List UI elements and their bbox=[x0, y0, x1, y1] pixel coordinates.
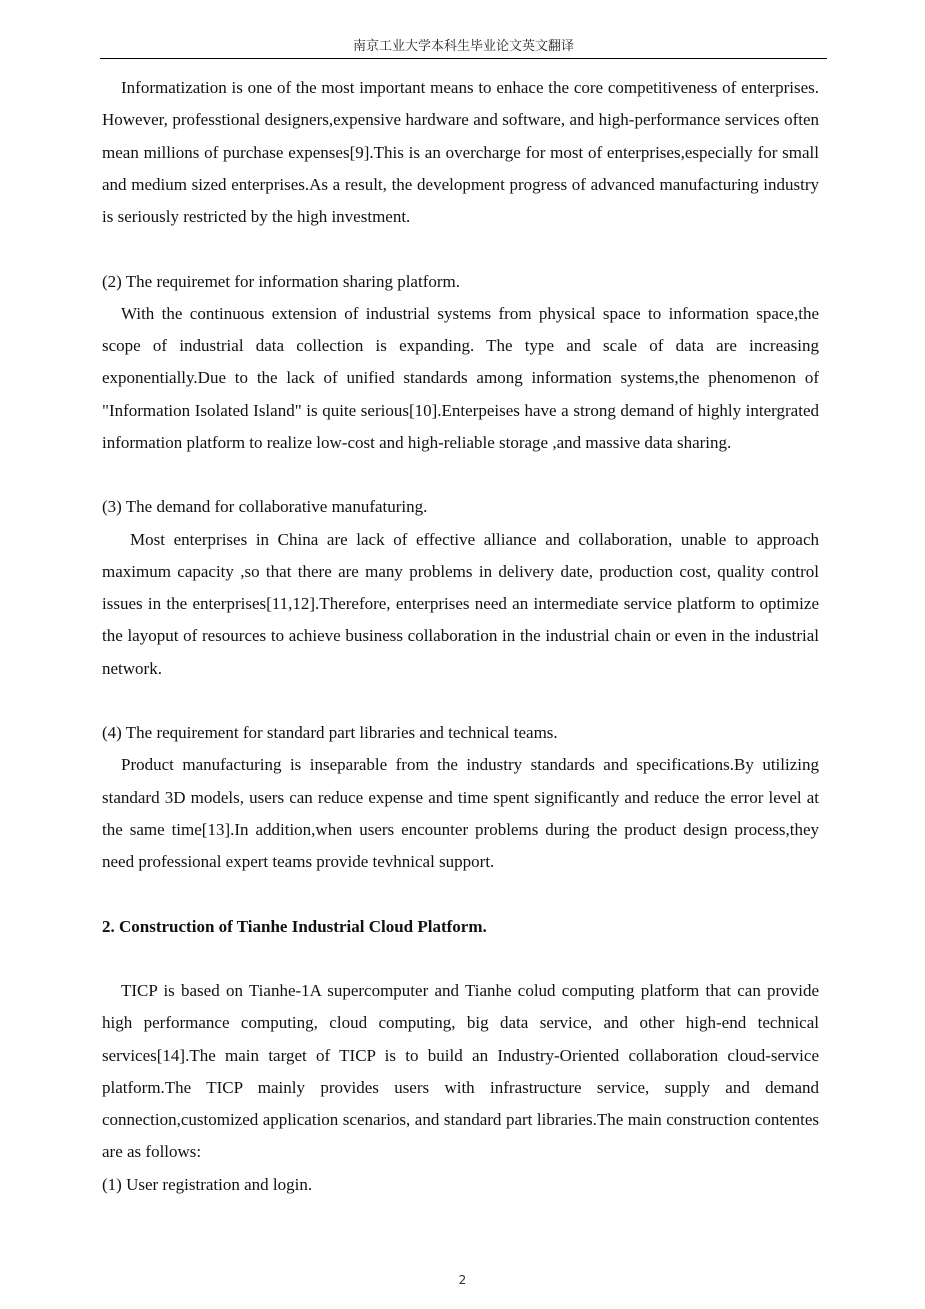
subheading-information-sharing: (2) The requiremet for information sharing platform. bbox=[102, 271, 460, 291]
page-number: 2 bbox=[458, 1273, 467, 1287]
paragraph-spacer bbox=[102, 459, 819, 491]
subheading-standard-part-libraries: (4) The requirement for standard part libraries and technical teams. bbox=[102, 723, 558, 742]
document-body bbox=[102, 72, 819, 1201]
paragraph-standard-part-libraries: Product manufacturing is inseparable from the industry standards and specifications.By utilizing standard 3D models, users can reduce expense and time spent significantly and reduce the error level at the same time[13].In addition,when users encounter problems during the product design process,they need professional expert teams provide tevhnical support. bbox=[102, 755, 819, 871]
paragraph-information-sharing: With the continuous extension of industrial systems from physical space to information space,the scope of industrial data collection is expanding. The type and scale of data are increasing exponentially.Due to the lack of unified standards among information systems,the phenomenon of "Information Isolated Island" is quite serious[10].Enterpeises have a strong demand of highly intergrated information platform to realize low-cost and high-reliable storage ,and massive data sharing. bbox=[102, 303, 819, 452]
section-heading: 2. Construction of Tianhe Industrial Cloud Platform. bbox=[102, 916, 487, 936]
subheading-collaborative-manufacturing: (3) The demand for collaborative manufaturing. bbox=[102, 497, 428, 517]
paragraph-spacer bbox=[102, 685, 819, 717]
paragraph-collaborative-manufacturing: Most enterprises in China are lack of effective alliance and collaboration, unable to approach maximum capacity ,so that there are many problems in delivery date, production cost, quality control issues in the enterprises[11,12].Therefore, enterprises need an intermediate service platform to optimize the layoput of resources to achieve business collaboration in the industrial chain or even in the industrial network. bbox=[102, 529, 819, 678]
paragraph-spacer bbox=[102, 233, 819, 265]
page-header: 南京工业大学本科生毕业论文英文翻译 bbox=[352, 39, 574, 54]
paragraph-informatization: Informatization is one of the most important means to enhace the core competitiveness of enterprises. However, professtional designers,expensive hardware and software, and high-performance services often mean millions of purchase expenses[9].This is an overcharge for most of enterprises,especially for small and medium sized enterprises.As a result, the development progress of advanced manufacturing industry is seriously restricted by the high investment. bbox=[102, 78, 819, 226]
subheading-user-registration: (1) User registration and login. bbox=[102, 1174, 313, 1194]
paragraph-ticp-overview: TICP is based on Tianhe-1A supercomputer and Tianhe colud computing platform that can provide high performance computing, cloud computing, big data service, and other high-end technical services[14].The main target of TICP is to build an Industry-Oriented collaboration cloud-service platform.The TICP mainly provides users with infrastructure service, supply and demand connection,customized application scenarios, and standard part libraries.The main construction contentes are as follows: bbox=[102, 981, 819, 1162]
header-divider bbox=[100, 58, 827, 59]
paragraph-spacer bbox=[102, 943, 819, 975]
paragraph-spacer bbox=[102, 878, 819, 910]
